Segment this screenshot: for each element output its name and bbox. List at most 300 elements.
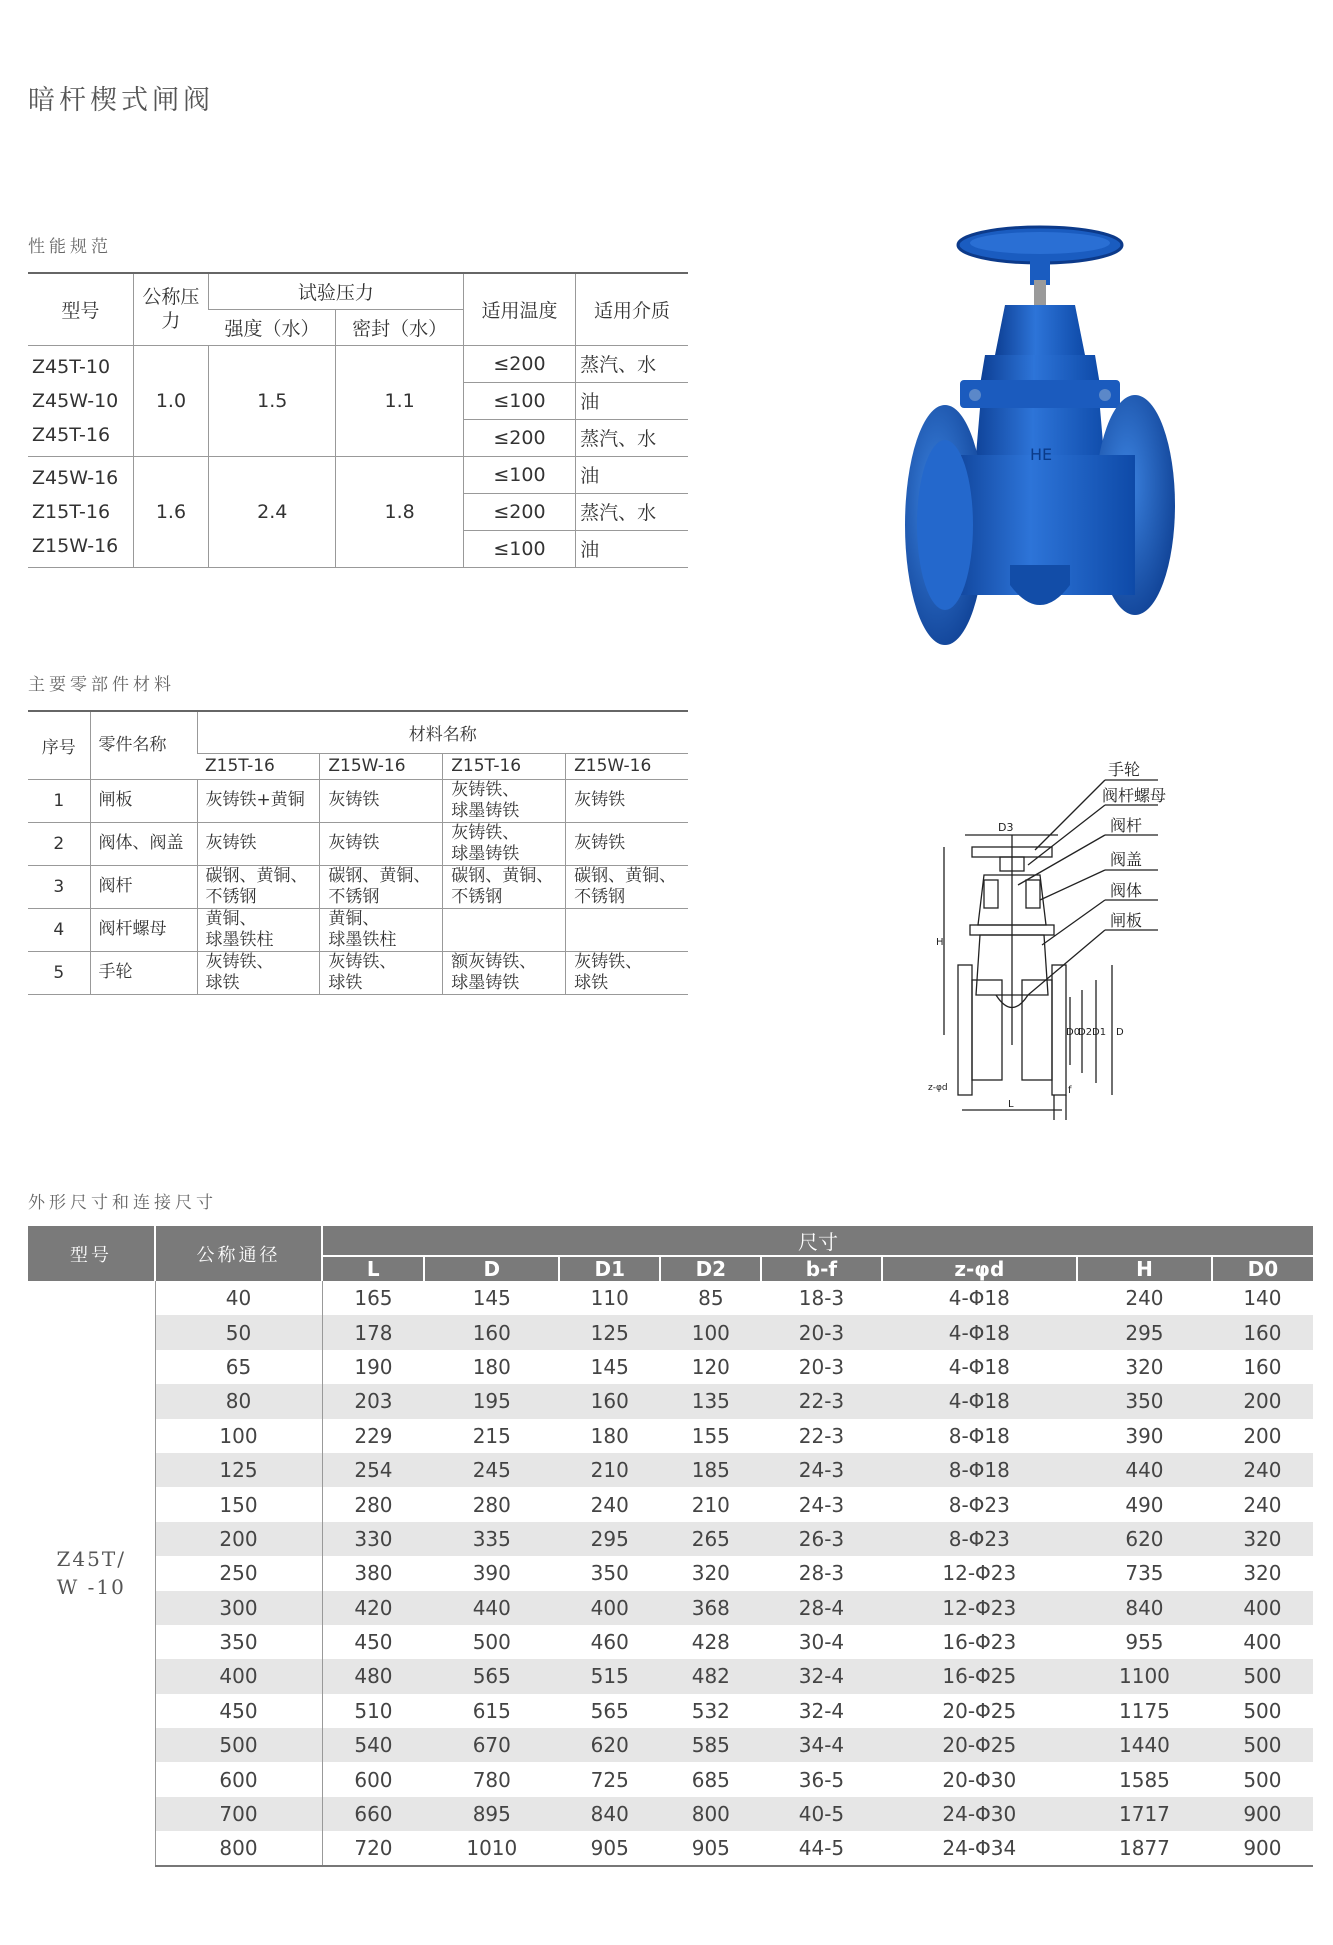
parts-material-line: 灰铸铁、 bbox=[328, 951, 397, 972]
dim-value-cell: 30-4 bbox=[798, 1630, 845, 1655]
dim-value-cell: 160 bbox=[1212, 1315, 1313, 1349]
parts-col-header: Z15W-16 bbox=[320, 753, 443, 779]
parts-row bbox=[28, 822, 688, 865]
parts-material-cell bbox=[566, 865, 688, 908]
dim-label: D0 bbox=[1066, 1027, 1081, 1038]
dim-value-cell: 540 bbox=[322, 1728, 424, 1762]
dim-value-cell: 28-4 bbox=[761, 1591, 881, 1625]
parts-material-cell bbox=[566, 779, 688, 822]
parts-material-cell bbox=[566, 822, 688, 865]
parts-material-line: 球墨铸铁 bbox=[451, 972, 520, 993]
dim-value-cell: 900 bbox=[1212, 1797, 1313, 1831]
dim-value-cell: 18-3 bbox=[798, 1286, 845, 1311]
parts-material-line: 不锈钢 bbox=[451, 886, 503, 907]
dim-value-cell: 40-5 bbox=[761, 1797, 881, 1831]
perf-header-model: 型号 bbox=[28, 273, 133, 345]
dim-value-cell: 280 bbox=[354, 1492, 393, 1517]
dim-value-cell: 400 bbox=[1212, 1591, 1313, 1625]
dim-value-cell: 155 bbox=[691, 1423, 730, 1448]
parts-row bbox=[28, 908, 688, 951]
dim-row bbox=[28, 1453, 1313, 1487]
dim-col-header: D bbox=[424, 1256, 559, 1281]
dim-value-cell: 34-4 bbox=[761, 1728, 881, 1762]
materials-table bbox=[28, 710, 688, 995]
dim-value-cell: 12-Φ23 bbox=[882, 1591, 1078, 1625]
parts-material-cell bbox=[443, 822, 566, 865]
dim-value-cell: 840 bbox=[1077, 1591, 1212, 1625]
parts-header-material: 材料名称 bbox=[197, 711, 688, 753]
dim-row bbox=[28, 1728, 1313, 1762]
dim-dn-cell: 40 bbox=[155, 1281, 322, 1315]
dim-value-cell: 1010 bbox=[424, 1831, 559, 1865]
parts-material-cell bbox=[320, 779, 443, 822]
parts-material-line: 球墨铸铁 bbox=[451, 843, 520, 864]
parts-row bbox=[28, 951, 688, 994]
section-title-performance: 性能规范 bbox=[28, 237, 112, 257]
parts-header-no: 序号 bbox=[28, 711, 90, 779]
parts-material-line: 不锈钢 bbox=[328, 886, 380, 907]
dim-value-cell: 295 bbox=[559, 1522, 660, 1556]
dim-value-cell: 165 bbox=[354, 1286, 393, 1311]
dim-value-cell: 320 bbox=[1125, 1354, 1164, 1379]
parts-row-name: 阀体、阀盖 bbox=[90, 822, 197, 865]
dim-value-cell: 450 bbox=[354, 1630, 393, 1655]
parts-material-line: 不锈钢 bbox=[574, 886, 626, 907]
dim-value-cell: 320 bbox=[1212, 1522, 1313, 1556]
dim-value-cell: 390 bbox=[472, 1561, 511, 1586]
dim-value-cell: 160 bbox=[1243, 1354, 1282, 1379]
dim-value-cell: 24-3 bbox=[761, 1453, 881, 1487]
perf-medium: 油 bbox=[576, 382, 688, 419]
parts-col-header: Z15W-16 bbox=[566, 753, 688, 779]
parts-material-line: 额灰铸铁、 bbox=[451, 951, 537, 972]
dim-label: f bbox=[1068, 1085, 1072, 1096]
parts-material-line: 碳钢、黄铜、 bbox=[574, 865, 677, 886]
dim-row bbox=[28, 1487, 1313, 1521]
dim-dn-cell: 450 bbox=[155, 1694, 322, 1728]
dim-value-cell: 390 bbox=[1125, 1423, 1164, 1448]
dim-value-cell: 500 bbox=[1243, 1767, 1282, 1792]
page-title: 暗杆楔式闸阀 bbox=[28, 85, 214, 116]
dim-value-cell: 8-Φ18 bbox=[882, 1453, 1078, 1487]
dim-row bbox=[28, 1384, 1313, 1418]
diagram-label-gate: 闸板 bbox=[1110, 911, 1143, 930]
dim-value-cell: 125 bbox=[559, 1315, 660, 1349]
dim-value-cell: 490 bbox=[1125, 1492, 1164, 1517]
dim-value-cell: 100 bbox=[660, 1315, 761, 1349]
dim-value-cell: 240 bbox=[590, 1492, 629, 1517]
dim-value-cell: 32-4 bbox=[798, 1698, 845, 1723]
dim-value-cell: 955 bbox=[1125, 1630, 1164, 1655]
perf-temp: ≤200 bbox=[463, 345, 575, 382]
dim-value-cell: 26-3 bbox=[761, 1522, 881, 1556]
dim-value-cell: 400 bbox=[559, 1591, 660, 1625]
dim-value-cell: 350 bbox=[1077, 1384, 1212, 1418]
dim-value-cell: 895 bbox=[424, 1797, 559, 1831]
parts-row-no: 2 bbox=[28, 822, 90, 865]
dimensions-table bbox=[28, 1226, 1313, 1867]
dim-value-cell: 720 bbox=[322, 1831, 424, 1865]
dim-value-cell: 800 bbox=[660, 1797, 761, 1831]
dim-label: H bbox=[936, 937, 944, 948]
dim-value-cell: 482 bbox=[660, 1659, 761, 1693]
dim-value-cell: 140 bbox=[1243, 1286, 1282, 1311]
dim-dn-cell: 50 bbox=[155, 1315, 322, 1349]
dim-value-cell: 265 bbox=[660, 1522, 761, 1556]
parts-material-line: 灰铸铁、 bbox=[205, 951, 274, 972]
dim-header-size: 尺寸 bbox=[322, 1226, 1313, 1256]
parts-material-line: 碳钢、黄铜、 bbox=[205, 865, 308, 886]
perf-header-strength: 强度（水） bbox=[209, 309, 336, 345]
valve-diagram bbox=[900, 735, 1200, 1155]
perf-temp: ≤200 bbox=[463, 419, 575, 456]
parts-material-line: 球铁 bbox=[328, 972, 363, 993]
parts-col-header: Z15T-16 bbox=[197, 753, 320, 779]
dim-value-cell: 368 bbox=[660, 1591, 761, 1625]
dim-col-header: H bbox=[1077, 1256, 1212, 1281]
svg-text:HE: HE bbox=[1030, 445, 1053, 464]
dim-value-cell: 120 bbox=[691, 1354, 730, 1379]
dim-row bbox=[28, 1350, 1313, 1384]
dim-value-cell: 210 bbox=[691, 1492, 730, 1517]
parts-material-cell bbox=[197, 951, 320, 994]
dim-model-line: W -10 bbox=[56, 1575, 126, 1600]
perf-temp: ≤100 bbox=[463, 456, 575, 493]
dim-row bbox=[28, 1831, 1313, 1865]
dim-value-cell: 12-Φ23 bbox=[942, 1561, 1017, 1586]
dim-value-cell: 28-3 bbox=[798, 1561, 845, 1586]
dim-value-cell: 440 bbox=[1077, 1453, 1212, 1487]
dim-col-header: D0 bbox=[1212, 1256, 1313, 1281]
perf-header-seal: 密封（水） bbox=[336, 309, 463, 345]
parts-material-line: 灰铸铁 bbox=[205, 833, 257, 853]
parts-material-line: 球铁 bbox=[205, 972, 240, 993]
dim-value-cell: 515 bbox=[559, 1659, 660, 1693]
dim-row bbox=[28, 1419, 1313, 1453]
dim-row bbox=[28, 1659, 1313, 1693]
dim-value-cell: 8-Φ23 bbox=[948, 1492, 1010, 1517]
diagram-label-handwheel: 手轮 bbox=[1108, 760, 1141, 779]
parts-material-line: 黄铜、 bbox=[328, 908, 380, 929]
parts-row-no: 4 bbox=[28, 908, 90, 951]
parts-material-line: 灰铸铁 bbox=[574, 833, 626, 853]
dim-dn-cell: 600 bbox=[155, 1762, 322, 1796]
dim-value-cell: 685 bbox=[691, 1767, 730, 1792]
dim-value-cell: 36-5 bbox=[798, 1767, 845, 1792]
dim-value-cell: 620 bbox=[1077, 1522, 1212, 1556]
dim-value-cell: 1175 bbox=[1119, 1698, 1170, 1723]
dim-value-cell: 585 bbox=[660, 1728, 761, 1762]
parts-row bbox=[28, 779, 688, 822]
dim-value-cell: 565 bbox=[590, 1698, 629, 1723]
dim-value-cell: 20-Φ30 bbox=[942, 1767, 1017, 1792]
parts-material-cell bbox=[443, 779, 566, 822]
parts-material-cell bbox=[197, 822, 320, 865]
dim-value-cell: 380 bbox=[354, 1561, 393, 1586]
dim-row bbox=[28, 1694, 1313, 1728]
dim-header-dn: 公称通径 bbox=[155, 1226, 322, 1281]
parts-row-no: 1 bbox=[28, 779, 90, 822]
dim-row bbox=[28, 1281, 1313, 1315]
dim-value-cell: 780 bbox=[472, 1767, 511, 1792]
dim-row bbox=[28, 1522, 1313, 1556]
dim-value-cell: 500 bbox=[472, 1630, 511, 1655]
dim-dn-cell: 300 bbox=[155, 1591, 322, 1625]
perf-medium: 油 bbox=[576, 530, 688, 567]
dim-value-cell: 20-3 bbox=[761, 1315, 881, 1349]
diagram-label-body: 阀体 bbox=[1110, 881, 1143, 900]
perf-header-medium: 适用介质 bbox=[576, 273, 688, 345]
dim-dn-cell: 80 bbox=[155, 1384, 322, 1418]
dim-value-cell: 670 bbox=[424, 1728, 559, 1762]
dim-value-cell: 160 bbox=[559, 1384, 660, 1418]
dim-value-cell: 20-Φ25 bbox=[882, 1728, 1078, 1762]
perf-header-test-pressure: 试验压力 bbox=[209, 273, 464, 309]
dim-value-cell: 335 bbox=[424, 1522, 559, 1556]
parts-row-no: 3 bbox=[28, 865, 90, 908]
dim-value-cell: 280 bbox=[472, 1492, 511, 1517]
dim-value-cell: 22-3 bbox=[798, 1423, 845, 1448]
dim-dn-cell: 800 bbox=[155, 1831, 322, 1865]
perf-models-group2: Z45W-16 Z15T-16 Z15W-16 bbox=[28, 456, 133, 567]
dim-value-cell: 178 bbox=[322, 1315, 424, 1349]
dim-value-cell: 240 bbox=[1243, 1492, 1282, 1517]
parts-material-cell bbox=[443, 951, 566, 994]
perf-seal-group2: 1.8 bbox=[336, 456, 463, 567]
dim-value-cell: 245 bbox=[424, 1453, 559, 1487]
diagram-label-stem: 阀杆 bbox=[1110, 816, 1143, 835]
dim-label: z-φd bbox=[928, 1083, 948, 1093]
dim-value-cell: 160 bbox=[424, 1315, 559, 1349]
perf-medium: 蒸汽、水 bbox=[576, 419, 688, 456]
section-title-materials: 主要零部件材料 bbox=[28, 675, 175, 695]
parts-material-cell bbox=[320, 822, 443, 865]
parts-material-line: 灰铸铁、 bbox=[451, 822, 520, 843]
dim-value-cell: 295 bbox=[1077, 1315, 1212, 1349]
parts-material-cell bbox=[320, 865, 443, 908]
parts-row-name: 阀杆 bbox=[90, 865, 197, 908]
dim-value-cell: 620 bbox=[559, 1728, 660, 1762]
dim-value-cell: 1440 bbox=[1077, 1728, 1212, 1762]
dim-dn-cell: 400 bbox=[155, 1659, 322, 1693]
parts-material-line: 球铁 bbox=[574, 972, 609, 993]
dim-value-cell: 532 bbox=[691, 1698, 730, 1723]
dim-value-cell: 110 bbox=[590, 1286, 629, 1311]
parts-material-cell bbox=[443, 908, 566, 951]
dim-value-cell: 510 bbox=[354, 1698, 393, 1723]
parts-material-cell bbox=[566, 908, 688, 951]
dim-value-cell: 735 bbox=[1125, 1561, 1164, 1586]
parts-material-line: 灰铸铁 bbox=[574, 790, 626, 810]
perf-temp: ≤100 bbox=[463, 530, 575, 567]
parts-row-name: 闸板 bbox=[90, 779, 197, 822]
dim-value-cell: 190 bbox=[354, 1354, 393, 1379]
dim-value-cell: 1585 bbox=[1119, 1767, 1170, 1792]
parts-material-cell bbox=[443, 865, 566, 908]
parts-material-line: 灰铸铁、 bbox=[574, 951, 643, 972]
dim-value-cell: 180 bbox=[590, 1423, 629, 1448]
dim-dn-cell: 150 bbox=[155, 1487, 322, 1521]
dim-value-cell: 200 bbox=[1243, 1423, 1282, 1448]
dim-value-cell: 135 bbox=[660, 1384, 761, 1418]
parts-material-line: 不锈钢 bbox=[205, 886, 257, 907]
dim-value-cell: 20-Φ25 bbox=[942, 1698, 1017, 1723]
dim-value-cell: 500 bbox=[1243, 1698, 1282, 1723]
dim-row bbox=[28, 1625, 1313, 1659]
parts-material-cell bbox=[320, 951, 443, 994]
perf-medium: 油 bbox=[576, 456, 688, 493]
dim-col-header: z-φd bbox=[882, 1256, 1078, 1281]
parts-material-line: 黄铜、 bbox=[205, 908, 257, 929]
dim-value-cell: 4-Φ18 bbox=[948, 1286, 1010, 1311]
dim-label: D1 bbox=[1092, 1027, 1107, 1038]
dim-dn-cell: 200 bbox=[155, 1522, 322, 1556]
dim-header-model: 型号 bbox=[28, 1226, 155, 1281]
dim-value-cell: 905 bbox=[660, 1831, 761, 1865]
dim-value-cell: 420 bbox=[322, 1591, 424, 1625]
dim-value-cell: 44-5 bbox=[761, 1831, 881, 1865]
section-title-dimensions: 外形尺寸和连接尺寸 bbox=[28, 1193, 217, 1213]
dim-value-cell: 22-3 bbox=[761, 1384, 881, 1418]
dim-row bbox=[28, 1315, 1313, 1349]
dim-dn-cell: 500 bbox=[155, 1728, 322, 1762]
dim-value-cell: 615 bbox=[472, 1698, 511, 1723]
dim-dn-cell: 350 bbox=[155, 1625, 322, 1659]
parts-material-cell bbox=[197, 908, 320, 951]
perf-header-pressure: 公称压力 bbox=[133, 273, 208, 345]
dim-value-cell: 4-Φ18 bbox=[882, 1384, 1078, 1418]
dim-value-cell: 905 bbox=[559, 1831, 660, 1865]
dim-value-cell: 660 bbox=[322, 1797, 424, 1831]
dim-value-cell: 16-Φ25 bbox=[882, 1659, 1078, 1693]
dim-col-header: D1 bbox=[559, 1256, 660, 1281]
dim-value-cell: 440 bbox=[424, 1591, 559, 1625]
dim-value-cell: 480 bbox=[322, 1659, 424, 1693]
dim-row bbox=[28, 1762, 1313, 1796]
parts-material-cell bbox=[566, 951, 688, 994]
dim-value-cell: 24-Φ34 bbox=[882, 1831, 1078, 1865]
dim-value-cell: 4-Φ18 bbox=[948, 1354, 1010, 1379]
dim-value-cell: 428 bbox=[691, 1630, 730, 1655]
dim-value-cell: 8-Φ23 bbox=[882, 1522, 1078, 1556]
dim-col-header: L bbox=[322, 1256, 424, 1281]
perf-temp: ≤200 bbox=[463, 493, 575, 530]
dim-row bbox=[28, 1556, 1313, 1590]
dim-col-header: D2 bbox=[660, 1256, 761, 1281]
dim-value-cell: 1877 bbox=[1077, 1831, 1212, 1865]
dim-dn-cell: 125 bbox=[155, 1453, 322, 1487]
perf-temp: ≤100 bbox=[463, 382, 575, 419]
dim-value-cell: 180 bbox=[472, 1354, 511, 1379]
dim-value-cell: 20-3 bbox=[798, 1354, 845, 1379]
dim-value-cell: 32-4 bbox=[761, 1659, 881, 1693]
dim-value-cell: 145 bbox=[590, 1354, 629, 1379]
parts-row-name: 手轮 bbox=[90, 951, 197, 994]
parts-row-no: 5 bbox=[28, 951, 90, 994]
perf-pressure-group1: 1.0 bbox=[133, 345, 208, 456]
dim-value-cell: 840 bbox=[559, 1797, 660, 1831]
perf-strength-group2: 2.4 bbox=[209, 456, 336, 567]
perf-seal-group1: 1.1 bbox=[336, 345, 463, 456]
dim-row bbox=[28, 1797, 1313, 1831]
parts-material-line: 碳钢、黄铜、 bbox=[451, 865, 554, 886]
dim-value-cell: 185 bbox=[660, 1453, 761, 1487]
perf-medium: 蒸汽、水 bbox=[576, 345, 688, 382]
parts-material-line: 球墨铁柱 bbox=[205, 929, 274, 950]
parts-material-line: 球墨铸铁 bbox=[451, 800, 520, 821]
dim-value-cell: 350 bbox=[590, 1561, 629, 1586]
perf-strength-group1: 1.5 bbox=[209, 345, 336, 456]
parts-row bbox=[28, 865, 688, 908]
parts-material-line: 灰铸铁 bbox=[328, 833, 380, 853]
dim-value-cell: 195 bbox=[424, 1384, 559, 1418]
dim-label: L bbox=[1008, 1099, 1014, 1110]
dim-value-cell: 16-Φ23 bbox=[942, 1630, 1017, 1655]
parts-material-line: 灰铸铁、 bbox=[451, 779, 520, 800]
dim-value-cell: 1100 bbox=[1077, 1659, 1212, 1693]
dim-label: D3 bbox=[998, 821, 1014, 834]
diagram-label-stem-nut: 阀杆螺母 bbox=[1102, 786, 1167, 805]
dim-dn-cell: 250 bbox=[155, 1556, 322, 1590]
dim-value-cell: 565 bbox=[424, 1659, 559, 1693]
dim-dn-cell: 65 bbox=[155, 1350, 322, 1384]
perf-pressure-group2: 1.6 bbox=[133, 456, 208, 567]
dim-value-cell: 320 bbox=[1243, 1561, 1282, 1586]
dim-value-cell: 240 bbox=[1125, 1286, 1164, 1311]
dim-value-cell: 200 bbox=[1212, 1384, 1313, 1418]
parts-row-name: 阀杆螺母 bbox=[90, 908, 197, 951]
dim-model-line: Z45T/ bbox=[56, 1547, 126, 1572]
performance-table bbox=[28, 272, 688, 568]
dim-dn-cell: 700 bbox=[155, 1797, 322, 1831]
dim-value-cell: 330 bbox=[322, 1522, 424, 1556]
dim-label: D bbox=[1116, 1027, 1124, 1038]
dim-value-cell: 145 bbox=[472, 1286, 511, 1311]
dim-value-cell: 215 bbox=[472, 1423, 511, 1448]
dim-value-cell: 254 bbox=[322, 1453, 424, 1487]
parts-material-line: 球墨铁柱 bbox=[328, 929, 397, 950]
dim-model-cell bbox=[28, 1281, 155, 1866]
perf-header-temp: 适用温度 bbox=[463, 273, 575, 345]
parts-material-cell bbox=[197, 865, 320, 908]
dim-value-cell: 4-Φ18 bbox=[882, 1315, 1078, 1349]
parts-material-line: 灰铸铁 bbox=[328, 790, 380, 810]
diagram-label-bonnet: 阀盖 bbox=[1110, 850, 1143, 869]
dim-value-cell: 85 bbox=[698, 1286, 724, 1311]
dim-value-cell: 229 bbox=[354, 1423, 393, 1448]
parts-header-part: 零件名称 bbox=[90, 711, 197, 779]
dim-value-cell: 203 bbox=[322, 1384, 424, 1418]
dim-label: D2 bbox=[1078, 1027, 1093, 1038]
dim-dn-cell: 100 bbox=[155, 1419, 322, 1453]
dim-value-cell: 8-Φ18 bbox=[948, 1423, 1010, 1448]
perf-models-group1: Z45T-10 Z45W-10 Z45T-16 bbox=[28, 345, 133, 456]
dim-value-cell: 210 bbox=[559, 1453, 660, 1487]
dim-value-cell: 320 bbox=[691, 1561, 730, 1586]
dim-value-cell: 24-Φ30 bbox=[882, 1797, 1078, 1831]
dim-value-cell: 600 bbox=[354, 1767, 393, 1792]
valve-photo bbox=[900, 225, 1200, 695]
perf-medium: 蒸汽、水 bbox=[576, 493, 688, 530]
parts-material-cell bbox=[197, 779, 320, 822]
dim-value-cell: 1717 bbox=[1077, 1797, 1212, 1831]
parts-material-line: 灰铸铁+黄铜 bbox=[205, 790, 305, 810]
dim-col-header: b-f bbox=[761, 1256, 881, 1281]
dim-value-cell: 500 bbox=[1212, 1659, 1313, 1693]
dim-value-cell: 500 bbox=[1212, 1728, 1313, 1762]
dim-value-cell: 240 bbox=[1212, 1453, 1313, 1487]
parts-material-line: 碳钢、黄铜、 bbox=[328, 865, 431, 886]
